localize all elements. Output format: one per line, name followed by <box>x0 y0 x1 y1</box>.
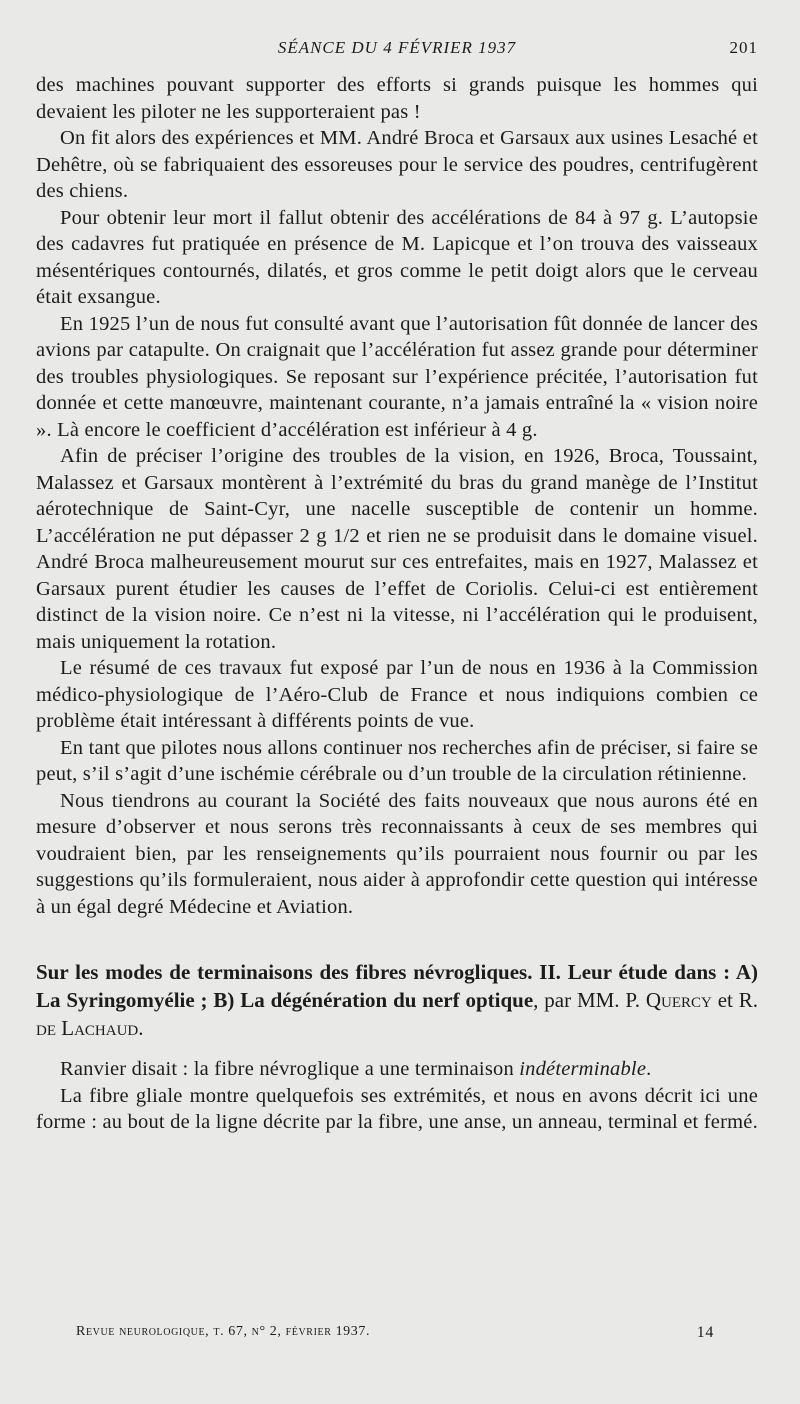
running-header <box>36 38 758 72</box>
article-heading <box>36 958 758 1042</box>
article-paragraph-end: . <box>646 1058 652 1080</box>
page-footer <box>76 1324 714 1340</box>
body-text <box>36 72 758 1136</box>
paragraph: En tant que pilotes nous allons continuer nos recherches afin de préciser, si faire se peut, s’il s’agit d’une ischémie cérébrale ou d’un trouble de la circulation rétinienne. <box>36 736 758 785</box>
paragraph: Pour obtenir leur mort il fallut obtenir des accélérations de 84 à 97 g. L’autopsie des cadavres fut pratiquée en présence de M. Lapicque et l’on trouva des vaisseaux mésentériques contournés, dilatés, et gros comme le petit doigt alors que le cerveau était exsangue. <box>36 206 758 308</box>
article-paragraph <box>36 1056 758 1083</box>
paragraph: Afin de préciser l’origine des troubles de la vision, en 1926, Broca, Toussaint, Malassez et Garsaux montèrent à l’extrémité du bras du grand manège de l’Institut aérotechnique de Saint-Cyr, une nacelle susceptible de contenir un homme. L’accélération ne put dépasser 2 g 1/2 et rien ne se produisit dans le domaine visuel. André Broca malheureusement mourut sur ces entrefaites, mais en 1927, Malassez et Garsaux purent étudier les causes de l’effet de Coriolis. Celui-ci est entièrement distinct de la vision noire. Ce n’est ni la vitesse, ni l’accélération qui le produisent, mais uniquement la rotation. <box>36 445 758 653</box>
signature-mark: 14 <box>696 1324 714 1341</box>
paragraph: des machines pouvant supporter des efforts si grands puisque les hommes qui devaient les piloter ne les supporteraient pas ! <box>36 74 758 123</box>
italic-term: indéterminable <box>519 1058 647 1080</box>
article-paragraph: La fibre gliale montre quelquefois ses extrémités, et nous en avons décrit ici une forme : au bout de la ligne décrite par la fibre, une anse, un anneau, terminal et fermé. <box>36 1084 758 1133</box>
article-paragraph-text: Ranvier disait : la fibre névroglique a une terminaison <box>60 1058 520 1080</box>
page-number: 201 <box>729 38 758 57</box>
journal-reference: Revue neurologique, t. 67, n° 2, février 1937. <box>76 1324 371 1339</box>
paragraph: En 1925 l’un de nous fut consulté avant que l’autorisation fût donnée de lancer des avions par catapulte. On craignait que l’accélération fut assez grande pour déterminer des troubles physiologiques. Se reposant sur l’expérience précitée, l’autorisation fut donnée et cette manœuvre, maintenant courante, n’a jamais entraîné la « vision noire ». Là encore le coefficient d’accélération est inférieur à 4 g. <box>36 312 758 441</box>
paragraph: Nous tiendrons au courant la Société des faits nouveaux que nous aurons été en mesure d’observer et nous serons très reconnaissants à ceux de ses membres qui voudraient bien, par les renseignements qu’ils pourraient nous fournir ou par les suggestions qu’ils formuleraient, nous aider à approfondir cette question qui intéresse à un égal degré Médecine et Aviation. <box>36 789 758 918</box>
author-quercy: Quercy <box>645 988 712 1012</box>
byline-end: . <box>138 1016 144 1040</box>
paragraph: On fit alors des expériences et MM. André Broca et Garsaux aux usines Lesaché et Dehêtre, où se fabriquaient des essoreuses pour le service des poudres, centrifugèrent des chiens. <box>36 127 758 202</box>
author-de-lachaud: de Lachaud <box>36 1016 139 1040</box>
byline-prefix: , par MM. P. <box>533 988 646 1012</box>
article-title: Sur les modes de terminaisons des fibres névrogliques. II. Leur étude dans : A) La Syringomyélie ; B) La dégénération du nerf optique <box>36 960 758 1012</box>
paragraph: Le résumé de ces travaux fut exposé par l’un de nous en 1936 à la Commission médico-physiologique de l’Aéro-Club de France et nous indiquions combien ce problème était intéressant à différents points de vue. <box>36 657 758 732</box>
running-title: SÉANCE DU 4 FÉVRIER 1937 <box>277 38 517 57</box>
byline-mid: et R. <box>711 988 758 1012</box>
